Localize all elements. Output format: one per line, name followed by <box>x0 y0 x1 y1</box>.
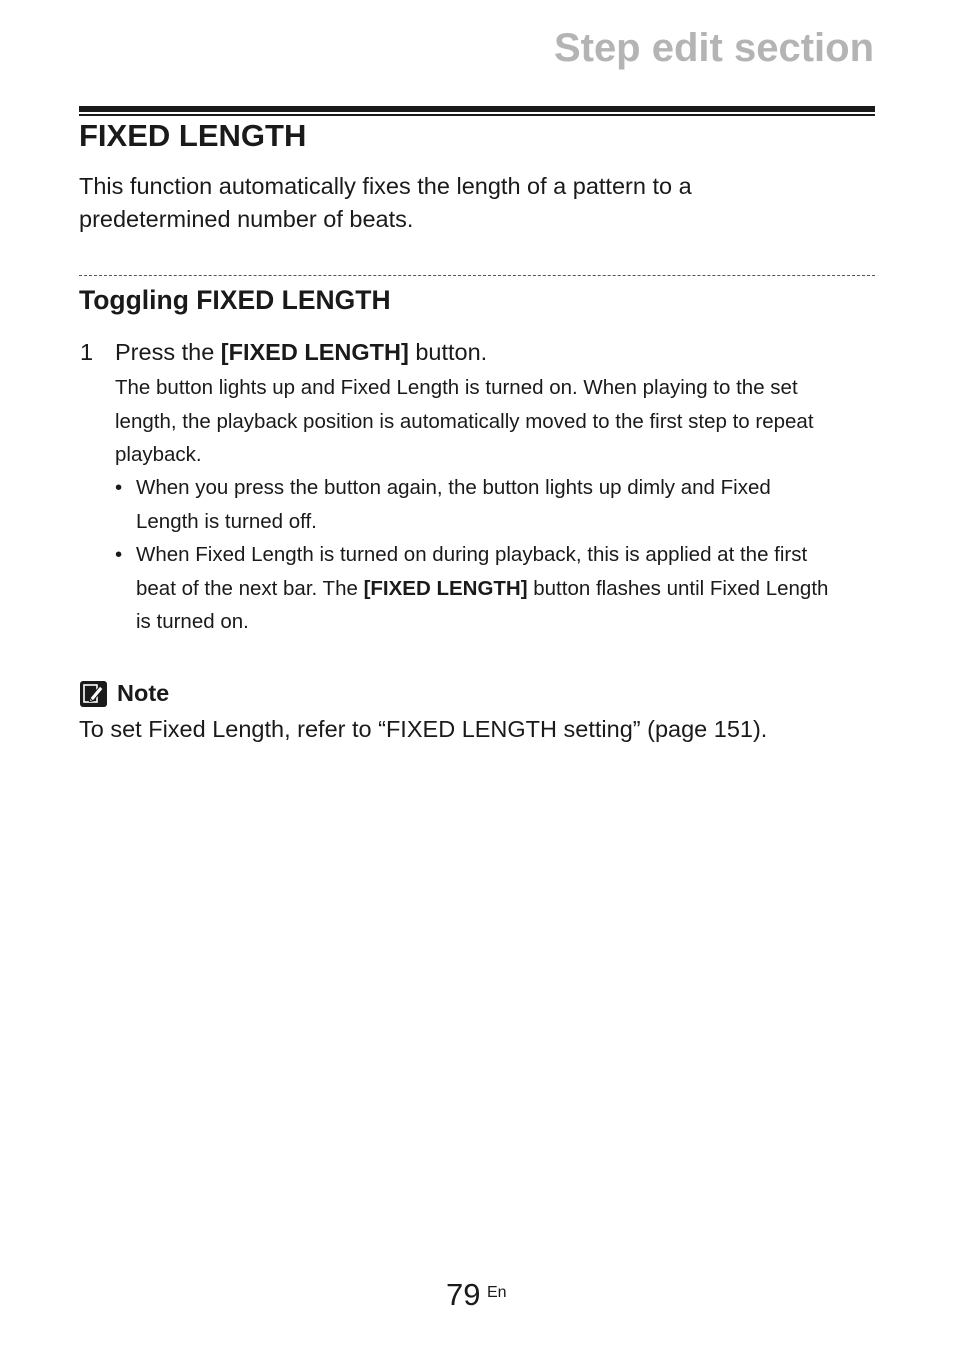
step-button-label: [FIXED LENGTH] <box>220 339 409 365</box>
page-heading: FIXED LENGTH <box>79 118 307 153</box>
bullet-2-line-2-after: button flashes until Fixed Length <box>527 576 829 600</box>
step-desc-line-3: playback. <box>115 443 202 466</box>
section-header-title: Step edit section <box>553 26 874 70</box>
bullet-item-1 <box>115 471 880 538</box>
bullet-1-line-1: When you press the button again, the button lights up dimly and Fixed <box>136 476 771 499</box>
page-language: En <box>487 1284 507 1301</box>
bullet-marker: • <box>115 543 123 566</box>
step-description <box>115 371 880 472</box>
subheading: Toggling FIXED LENGTH <box>79 285 391 315</box>
bullet-2-button-label: [FIXED LENGTH] <box>363 576 528 600</box>
bullet-2-line-3: is turned on. <box>136 610 249 633</box>
pencil-icon <box>80 681 107 707</box>
step-number: 1 <box>80 339 94 365</box>
intro-line-2: predetermined number of beats. <box>79 206 414 232</box>
step-instruction <box>115 339 487 366</box>
note-label: Note <box>117 680 170 706</box>
header-rule-thick <box>79 106 875 112</box>
note-text: To set Fixed Length, refer to “FIXED LENGTH setting” (page 151). <box>79 716 768 742</box>
step-text-before: Press the <box>115 339 221 365</box>
bullet-marker: • <box>115 476 123 499</box>
bullet-text <box>136 471 880 538</box>
bullet-2-line-1: When Fixed Length is turned on during playback, this is applied at the first <box>136 543 808 566</box>
step-desc-line-2: length, the playback position is automatically moved to the first step to repeat <box>115 409 814 433</box>
step-desc-line-1: The button lights up and Fixed Length is turned on. When playing to the set <box>115 376 798 399</box>
dashed-divider <box>79 275 875 276</box>
intro-paragraph <box>79 170 879 236</box>
bullet-item-2 <box>115 538 880 639</box>
header-rule-thin <box>79 114 875 116</box>
bullet-text <box>136 538 880 639</box>
bullet-1-line-2: Length is turned off. <box>136 509 317 533</box>
page-number: 79 <box>446 1277 481 1312</box>
step-text-after: button. <box>408 339 488 365</box>
intro-line-1: This function automatically fixes the length of a pattern to a <box>79 173 692 199</box>
bullet-2-line-2-before: beat of the next bar. The <box>136 576 364 600</box>
